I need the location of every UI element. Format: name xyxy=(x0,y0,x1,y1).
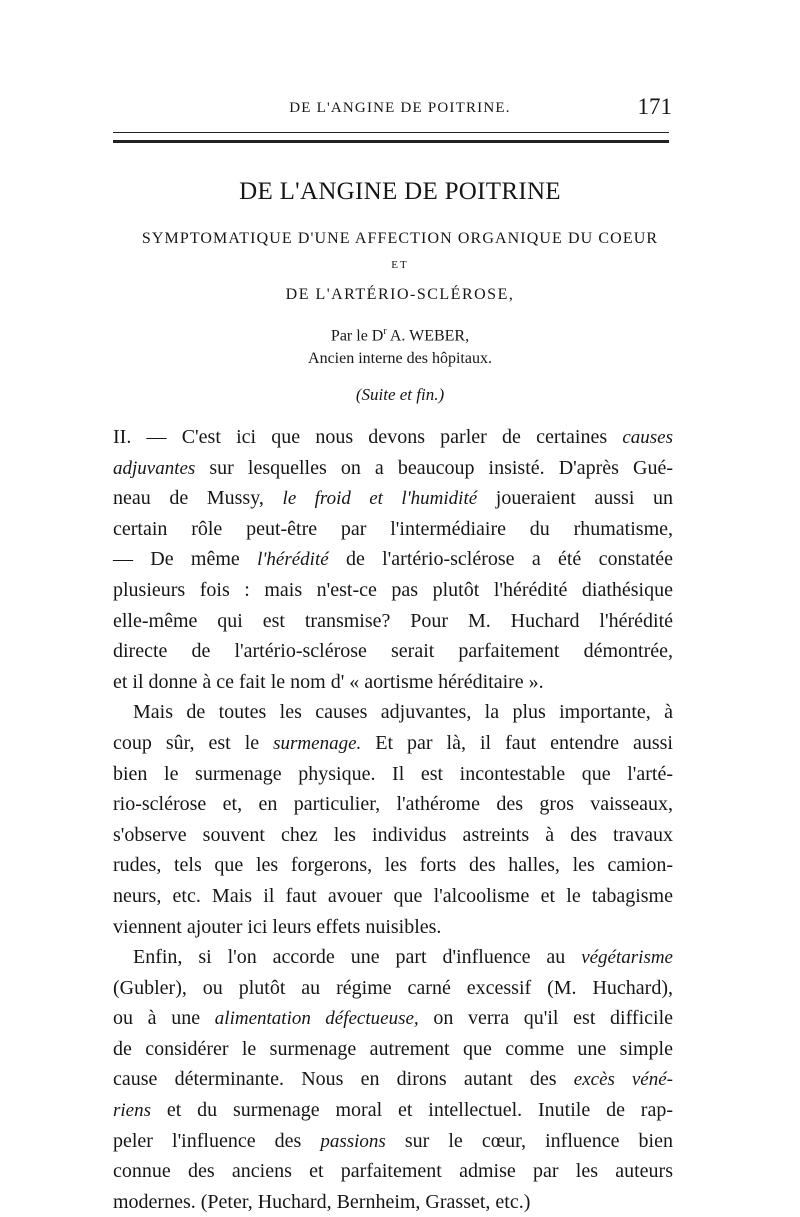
text-line xyxy=(113,667,673,698)
text-span: elle-même qui est transmise? Pour M. Huchard l'hérédité xyxy=(113,609,673,632)
text-span: peler l'influence des xyxy=(113,1129,321,1152)
italic-span: causes xyxy=(622,427,673,448)
text-span: ou à une xyxy=(113,1007,215,1030)
body-text xyxy=(113,422,673,1217)
text-span: Mais de toutes les causes adjuvantes, la plus importante, à xyxy=(133,701,673,724)
text-line xyxy=(113,422,673,453)
text-line xyxy=(113,759,673,790)
text-line xyxy=(113,1095,673,1126)
text-line xyxy=(113,453,673,484)
text-line xyxy=(113,1126,673,1157)
article-title: DE L'ANGINE DE POITRINE xyxy=(239,178,561,205)
header-rule-thin xyxy=(113,132,669,133)
text-line xyxy=(113,973,673,1004)
text-line xyxy=(113,1003,673,1034)
text-line xyxy=(113,850,673,881)
text-span: cause déterminante. Nous en dirons autant des xyxy=(113,1068,574,1091)
text-span: connue des anciens et parfaitement admise par les auteurs xyxy=(113,1160,673,1183)
text-line xyxy=(113,544,673,575)
text-line xyxy=(113,820,673,851)
header-rule-thick xyxy=(113,140,669,143)
text-span: sur le cœur, influence bien xyxy=(385,1129,673,1152)
italic-span: riens xyxy=(113,1100,151,1122)
page-header xyxy=(0,92,800,132)
text-line xyxy=(113,636,673,667)
text-span: Enfin, si l'on accorde une part d'influence au xyxy=(133,946,582,969)
italic-span: végétarisme xyxy=(581,947,673,969)
text-line xyxy=(113,1187,673,1217)
text-line xyxy=(113,575,673,606)
text-span: neau de Mussy, xyxy=(113,487,283,510)
text-span: sur lesquelles on a beaucoup insisté. D'après Gué- xyxy=(195,456,673,479)
continuation-note: (Suite et fin.) xyxy=(355,385,445,404)
text-span: joueraient aussi un xyxy=(477,487,673,510)
page-number: 171 xyxy=(637,94,672,119)
text-span: directe de l'artério-sclérose serait parfaitement démontrée, xyxy=(113,640,673,663)
article-subtitle-conjunction: ET xyxy=(391,259,409,271)
italic-span: alimentation défectueuse, xyxy=(214,1008,419,1030)
text-line xyxy=(113,1064,673,1095)
text-line xyxy=(113,697,673,728)
italic-span: excès véné- xyxy=(573,1069,673,1091)
text-span: plusieurs fois : mais n'est-ce pas plutôt l'hérédité diathésique xyxy=(113,578,673,601)
text-line xyxy=(113,1034,673,1065)
italic-span: passions xyxy=(320,1130,386,1152)
text-line xyxy=(113,483,673,514)
text-span: certain rôle peut-être par l'intermédiaire du rhumatisme, xyxy=(113,517,673,540)
text-span: Et par là, il faut entendre aussi xyxy=(361,731,673,754)
text-span: modernes. (Peter, Huchard, Bernheim, Grasset, etc.) xyxy=(113,1190,531,1213)
article-subtitle-second: DE L'ARTÉRIO-SCLÉROSE, xyxy=(285,286,515,303)
text-span: coup sûr, est le xyxy=(113,731,274,754)
italic-span: adjuvantes xyxy=(113,457,196,479)
text-line xyxy=(113,1156,673,1187)
italic-span: surmenage. xyxy=(273,732,362,754)
text-span: on verra qu'il est difficile xyxy=(418,1007,673,1030)
italic-span: l'hérédité xyxy=(257,549,329,571)
text-span: s'observe souvent chez les individus astreints à des travaux xyxy=(113,823,673,846)
author-prefix: Par le D xyxy=(330,327,384,345)
text-span: neurs, etc. Mais il faut avouer que l'alcoolisme et le tabagisme xyxy=(113,884,673,907)
author-affiliation: Ancien interne des hôpitaux. xyxy=(308,350,492,367)
text-span: et du surmenage moral et intellectuel. Inutile de rap- xyxy=(151,1099,673,1122)
text-span: et il donne à ce fait le nom d' « aortisme héréditaire ». xyxy=(113,670,544,693)
italic-span: le froid et l'humidité xyxy=(282,488,478,510)
author-title-sup: r xyxy=(383,326,387,337)
text-span: II. — C'est ici que nous devons parler de certaines xyxy=(113,426,623,448)
text-span: de l'artério-sclérose a été constatée xyxy=(328,548,674,571)
article-subtitle: SYMPTOMATIQUE D'UNE AFFECTION ORGANIQUE DU COEUR xyxy=(141,230,659,247)
text-span: viennent ajouter ici leurs effets nuisibles. xyxy=(113,915,442,938)
author-name: A. WEBER, xyxy=(386,327,470,345)
text-line xyxy=(113,606,673,637)
author-byline xyxy=(0,326,800,345)
text-line xyxy=(113,942,673,973)
text-span: de considérer le surmenage autrement que comme une simple xyxy=(113,1037,673,1060)
text-line xyxy=(113,514,673,545)
running-head: DE L'ANGINE DE POITRINE. xyxy=(289,100,511,116)
text-line xyxy=(113,728,673,759)
text-span: — De même xyxy=(113,548,258,571)
text-span: (Gubler), ou plutôt au régime carné excessif (M. Huchard), xyxy=(113,976,673,999)
text-span: rudes, tels que les forgerons, les forts des halles, les camion- xyxy=(113,854,673,877)
text-line xyxy=(113,881,673,912)
text-line xyxy=(113,912,673,943)
text-span: rio-sclérose et, en particulier, l'athérome des gros vaisseaux, xyxy=(113,793,673,816)
text-line xyxy=(113,789,673,820)
text-span: bien le surmenage physique. Il est incontestable que l'arté- xyxy=(113,762,673,785)
